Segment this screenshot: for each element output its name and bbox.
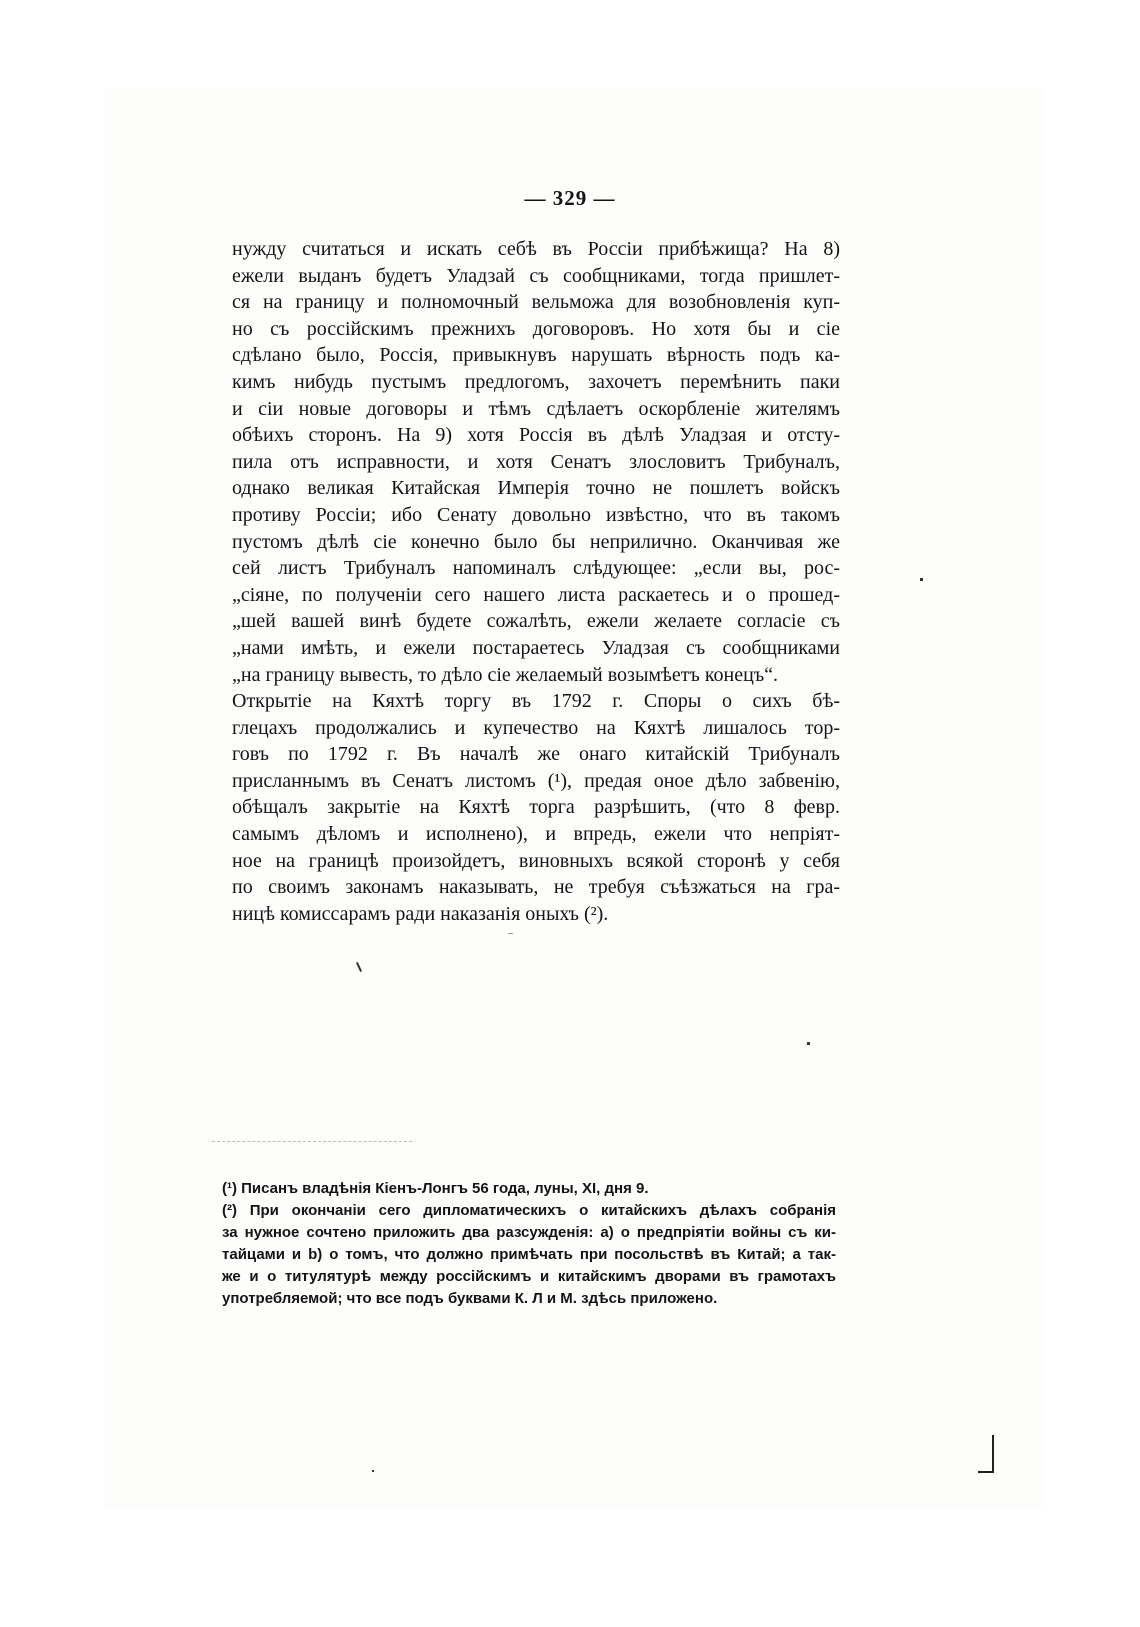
- body-line: противу Россіи; ибо Сенату довольно извѣстно, что въ такомъ: [232, 503, 840, 526]
- body-line: пила отъ исправности, и хотя Сенатъ злословитъ Трибуналъ,: [232, 450, 840, 473]
- body-line: пустомъ дѣлѣ сіе конечно было бы неприлично. Оканчивая же: [232, 530, 840, 553]
- body-line: обѣщалъ закрытіе на Кяхтѣ торга разрѣшить, (что 8 февр.: [232, 796, 840, 819]
- body-line: самымъ дѣломъ и исполнено), и впредь, ежели что непріят-: [232, 823, 840, 846]
- body-line: ся на границу и полномочный вельможа для возобновленія куп-: [232, 291, 840, 314]
- body-line: и сіи новые договоры и тѣмъ сдѣлаетъ оскорбленіе жителямъ: [232, 397, 840, 420]
- body-line: присланнымъ въ Сенатъ листомъ (¹), предая оное дѣло забвенію,: [232, 769, 840, 792]
- footnote-line: тайцами и b) о томъ, что должно примѣчать при посольствѣ въ Китай; а так-: [222, 1246, 836, 1263]
- footnote-line: (²) При окончаніи сего дипломатическихъ о китайскихъ дѣлахъ собранія: [222, 1202, 836, 1219]
- footnotes: [222, 1178, 836, 1310]
- body-line: однако великая Китайская Имперія точно не пошлетъ войскъ: [232, 477, 840, 500]
- body-line: ежели выданъ будетъ Уладзай съ сообщниками, тогда пришлет-: [232, 264, 840, 287]
- section-heading-text: Открытіе на Кяхтѣ торгу въ 1792 г. Споры о сихъ бѣ-: [232, 690, 840, 713]
- body-line: „сіяне, по полученіи сего нашего листа раскаетесь и о прошед-: [232, 583, 840, 606]
- footnote-line: (¹) Писанъ владѣнія Кіенъ-Лонгъ 56 года, луны, XI, дня 9.: [222, 1180, 649, 1197]
- body-line: но съ россійскимъ прежнихъ договоровъ. Но хотя бы и сіе: [232, 317, 840, 340]
- body-line: нужду считаться и искать себѣ въ Россіи прибѣжища? На 8): [232, 238, 840, 260]
- scan-speck: [508, 933, 513, 934]
- footnote-line: за нужное сочтено приложить два разсужденія: а) о предпріятіи войны съ ки-: [222, 1224, 836, 1241]
- scan-speck: [807, 1042, 810, 1045]
- scan-speck: [920, 578, 923, 581]
- body-text: [232, 236, 840, 927]
- scan-speck: [372, 1470, 374, 1472]
- section-heading-line: [232, 688, 840, 715]
- body-line: сдѣлано было, Россія, привыкнувъ нарушать вѣрность подъ ка-: [232, 344, 840, 367]
- body-line: „на границу вывесть, то дѣло сіе желаемый возымѣетъ конецъ“.: [232, 663, 779, 686]
- page-number: — 329 —: [524, 186, 616, 210]
- footnote-rule: [212, 1141, 412, 1142]
- body-line: ное на границѣ произойдетъ, виновныхъ всякой сторонѣ у себя: [232, 849, 840, 872]
- crop-mark: [978, 1435, 994, 1473]
- footnote-line: употребляемой; что все подъ буквами К. Л и М. здѣсь приложено.: [222, 1290, 718, 1307]
- body-line: ницѣ комиссарамъ ради наказанія оныхъ (²).: [232, 902, 609, 925]
- body-line: сей листъ Трибуналъ напоминалъ слѣдующее: „если вы, рос-: [232, 557, 840, 580]
- footnote-line: же и о титулятурѣ между россійскимъ и китайскимъ дворами въ грамотахъ: [222, 1268, 836, 1285]
- body-line: глецахъ продолжались и купечество на Кяхтѣ лишалось тор-: [232, 716, 840, 739]
- body-line: кимъ нибудь пустымъ предлогомъ, захочетъ перемѣнить паки: [232, 370, 840, 393]
- body-line: „нами имѣть, и ежели постараетесь Уладзая съ сообщниками: [232, 636, 840, 659]
- body-line: по своимъ законамъ наказывать, не требуя съѣзжаться на гра-: [232, 876, 840, 899]
- body-line: „шей вашей винѣ будете сожалѣть, ежели желаете согласіе съ: [232, 610, 840, 633]
- body-line: обѣихъ сторонъ. На 9) хотя Россія въ дѣлѣ Уладзая и отсту-: [232, 424, 840, 447]
- body-line: говъ по 1792 г. Въ началѣ же онаго китайскій Трибуналъ: [232, 743, 840, 766]
